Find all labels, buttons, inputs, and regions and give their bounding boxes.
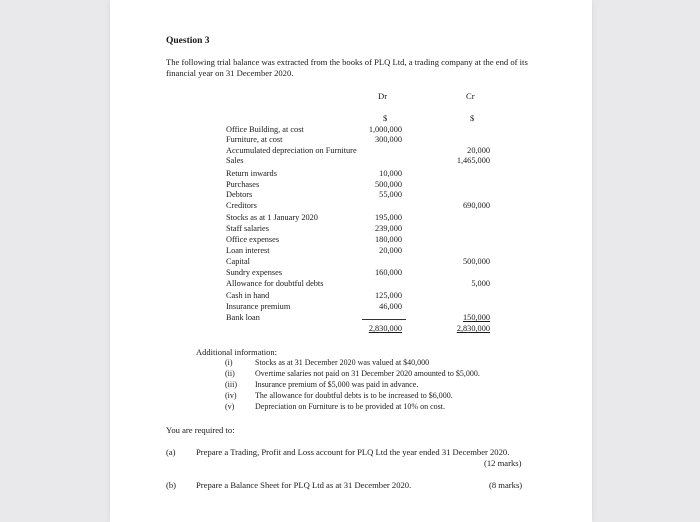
tb-account: Furniture, at cost	[226, 135, 283, 144]
cr-currency: $	[470, 113, 475, 123]
part-text: Prepare a Trading, Profit and Loss account for PLQ Ltd the year ended 31 December 2020.	[196, 447, 510, 457]
tb-cr-value: 5,000	[471, 279, 490, 288]
info-numeral: (i)	[225, 358, 233, 367]
total-cr: 2,830,000	[456, 324, 490, 333]
tb-dr-value: 1,000,000	[368, 125, 402, 134]
tb-account: Stocks as at 1 January 2020	[226, 213, 318, 222]
tb-dr-value: 20,000	[379, 246, 402, 255]
tb-dr-value: 10,000	[379, 169, 402, 178]
info-text: The allowance for doubtful debts is to be increased to $6,000.	[255, 391, 453, 400]
additional-info-heading: Additional information:	[196, 347, 277, 357]
tb-account: Creditors	[226, 201, 257, 210]
dr-header: Dr	[378, 91, 388, 101]
part-label: (b)	[166, 480, 177, 490]
tb-dr-value: 500,000	[375, 180, 402, 189]
tb-dr-value: 300,000	[375, 135, 402, 144]
question-title: Question 3	[166, 36, 210, 46]
info-text: Depreciation on Furniture is to be provided at 10% on cost.	[255, 402, 445, 411]
tb-cr-value: 500,000	[463, 257, 490, 266]
part-marks: (12 marks)	[484, 458, 522, 468]
part-text: Prepare a Balance Sheet for PLQ Ltd as at 31 December 2020.	[196, 480, 412, 490]
tb-dr-value: 239,000	[375, 224, 402, 233]
tb-cr-value: 20,000	[467, 146, 490, 155]
tb-dr-value: 195,000	[375, 213, 402, 222]
tb-account: Sundry expenses	[226, 268, 282, 277]
tb-account: Return inwards	[226, 169, 277, 178]
info-text: Stocks as at 31 December 2020 was valued at $40,000	[255, 358, 430, 367]
tb-dr-value: 180,000	[375, 235, 402, 244]
tb-dr-value: 55,000	[379, 190, 402, 199]
tb-account: Loan interest	[226, 246, 270, 255]
tb-account: Bank loan	[226, 313, 260, 322]
tb-dr-value: 160,000	[375, 268, 402, 277]
part-label: (a)	[166, 447, 176, 457]
tb-dr-value: 46,000	[379, 302, 402, 311]
tb-account: Sales	[226, 156, 244, 165]
info-text: Overtime salaries not paid on 31 December 2020 amounted to $5,000.	[255, 369, 480, 378]
tb-cr-value: 1,465,000	[456, 156, 490, 165]
total-dr: 2,830,000	[368, 324, 402, 333]
tb-account: Insurance premium	[226, 302, 291, 311]
info-text: Insurance premium of $5,000 was paid in advance.	[255, 380, 419, 389]
tb-cr-value: 690,000	[463, 201, 490, 210]
tb-account: Office expenses	[226, 235, 280, 244]
info-numeral: (iii)	[225, 380, 237, 389]
tb-cr-value: 150,000	[463, 313, 490, 322]
cr-header: Cr	[466, 91, 475, 101]
tb-account: Purchases	[226, 180, 260, 189]
tb-dr-value: 125,000	[375, 291, 402, 300]
tb-account: Office Building, at cost	[226, 125, 304, 134]
dr-currency: $	[383, 113, 388, 123]
tb-account: Cash in hand	[226, 291, 270, 300]
tb-account: Capital	[226, 257, 250, 266]
info-numeral: (v)	[225, 402, 235, 411]
info-numeral: (iv)	[225, 391, 237, 400]
tb-account: Debtors	[226, 190, 253, 199]
tb-account: Staff salaries	[226, 224, 269, 233]
total-rule-dr	[362, 319, 406, 320]
info-numeral: (ii)	[225, 369, 235, 378]
required-heading: You are required to:	[166, 425, 235, 435]
question-intro: The following trial balance was extracted from the books of PLQ Ltd, a trading company at the end of its financial year on 31 December 2020.	[166, 57, 528, 78]
tb-account: Allowance for doubtful debts	[226, 279, 324, 288]
part-marks: (8 marks)	[489, 480, 523, 490]
tb-account: Accumulated depreciation on Furniture	[226, 146, 357, 155]
